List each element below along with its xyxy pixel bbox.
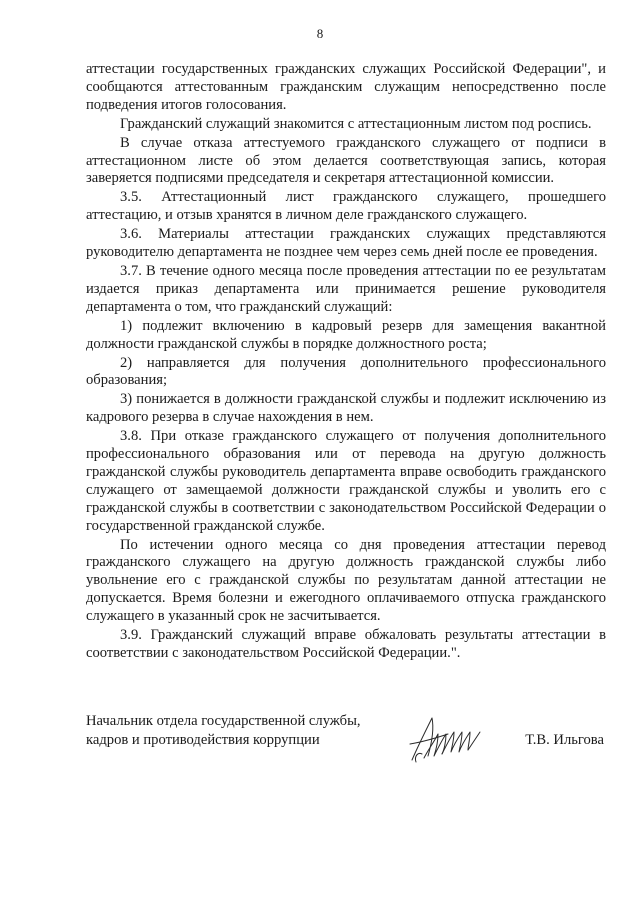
signatory-position-line-2: кадров и противодействия коррупции (86, 732, 320, 748)
paragraph-3-7: 3.7. В течение одного месяца после проведения аттестации по ее результатам издается приказ департамента или принимается решение руководителя департамента о том, что гражданский служащий: (86, 262, 606, 315)
signatory-position (86, 712, 361, 750)
paragraph-3-9: 3.9. Гражданский служащий вправе обжаловать результаты аттестации в соответствии с законодательством Российской Федерации.". (86, 627, 606, 661)
paragraph-3-8: 3.8. При отказе гражданского служащего от получения дополнительного профессионального образования или от перевода на другую должность гражданской службы руководитель департамента вправе освободить гражданского служащего от замещаемой должности гражданской службы и уволить его с гражданской службы в соответствии с законодательством Российской Федерации о государственной гражданской службе. (86, 428, 606, 534)
page-number: 8 (316, 26, 324, 41)
paragraph-3-6: 3.6. Материалы аттестации гражданских служащих представляются руководителю департамента не позднее чем через семь дней после ее проведения. (86, 226, 606, 261)
signature-block (86, 712, 606, 762)
list-item-2: 2) направляется для получения дополнительного профессионального образования; (86, 354, 606, 389)
handwritten-signature (402, 712, 492, 766)
signatory-name: Т.В. Ильгова (525, 732, 604, 748)
signatory-position-line-1: Начальник отдела государственной службы, (86, 713, 361, 729)
paragraph-3-5: 3.5. Аттестационный лист гражданского служащего, прошедшего аттестацию, и отзыв хранятся в личном деле гражданского служащего. (86, 189, 606, 224)
document-body (86, 61, 606, 664)
paragraph: В случае отказа аттестуемого гражданского служащего от подписи в аттестационном листе об этом делается соответствующая запись, которая заверяется подписями председателя и секретаря аттестационной комиссии. (86, 134, 606, 187)
list-item-3: 3) понижается в должности гражданской службы и подлежит исключению из кадрового резерва в случае нахождения в нем. (86, 391, 606, 426)
paragraph: По истечении одного месяца со дня проведения аттестации перевод гражданского служащего на другую должность гражданской службы либо увольнение его с гражданской службы по результатам данной аттестации не допускается. Время болезни и ежегодного оплачиваемого отпуска гражданского служащего в указанный срок не засчитывается. (86, 536, 606, 625)
paragraph-continuation: аттестации государственных гражданских служащих Российской Федерации", и сообщаются аттестованным гражданским служащим непосредственно после подведения итогов голосования. (86, 61, 606, 113)
list-item-1: 1) подлежит включению в кадровый резерв для замещения вакантной должности гражданской службы в порядке должностного роста; (86, 317, 606, 352)
paragraph: Гражданский служащий знакомится с аттестационным листом под роспись. (120, 115, 592, 132)
